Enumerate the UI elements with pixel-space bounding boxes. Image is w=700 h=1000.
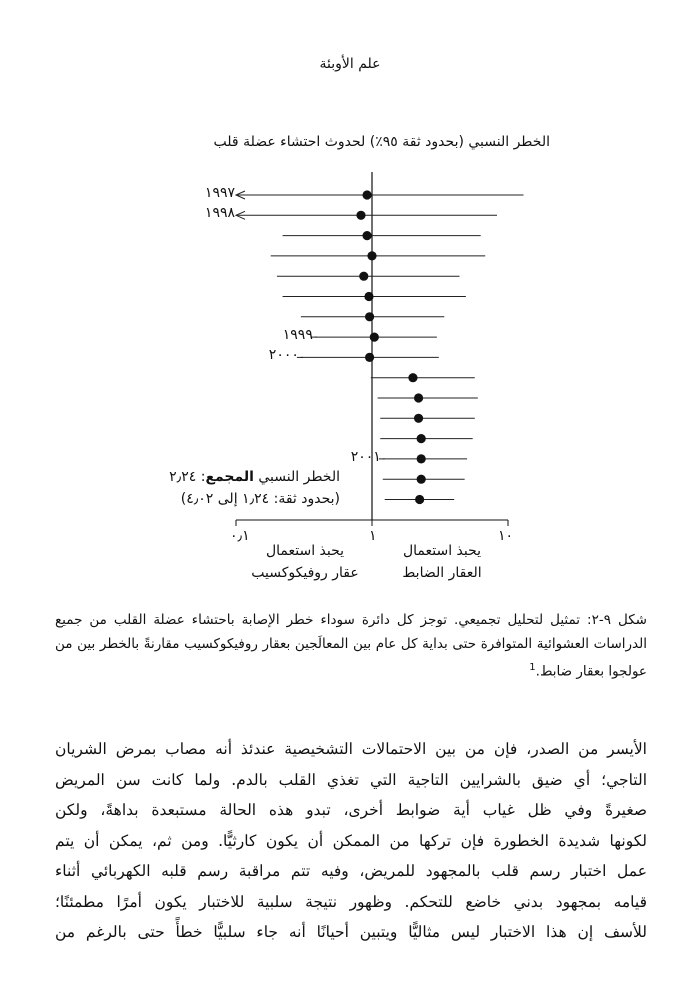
- year-label: ١٩٩٩: [282, 327, 313, 344]
- point-estimate: [365, 312, 374, 321]
- point-estimate: [359, 272, 368, 281]
- tick-label-0-1: ٠٫١: [230, 528, 250, 544]
- point-estimate: [365, 353, 374, 362]
- body-line: التاجي؛ أي ضيق بالشرايين التاجية التي تغذي القلب بالدم. ولما كانت سن المريض: [55, 770, 647, 789]
- point-estimate: [414, 414, 423, 423]
- point-estimate: [417, 454, 426, 463]
- point-estimate: [415, 495, 424, 504]
- point-estimate: [408, 373, 417, 382]
- point-estimate: [364, 292, 373, 301]
- pooled-estimate-label: [140, 466, 340, 510]
- year-label: ١٩٩٧: [204, 185, 235, 201]
- favours-control-line-1: يحبذ استعمال: [402, 543, 482, 559]
- body-line: عمل اختبار رسم قلب بالمجهود للمريض، وفيه تتم مراقبة رسم قلبه الكهربائي أثناء: [55, 862, 647, 880]
- point-estimate: [362, 231, 371, 240]
- favours-rofecoxib-label: [230, 540, 380, 584]
- chart-title: الخطر النسبي (بحدود ثقة ٩٥٪) لحدوث احتشاء عضلة قلب: [213, 134, 550, 150]
- body-line: الأيسر من الصدر، فإن من بين الاحتمالات التشخيصية عندئذ أنه مصاب بمرض الشريان: [55, 740, 647, 758]
- tick-label-1: ١: [369, 528, 377, 544]
- point-estimate: [417, 475, 426, 484]
- pooled-line-2: (بحدود ثقة: ١٫٢٤ إلى ٤٫٠٢): [180, 491, 340, 507]
- body-line: لكونها شديدة الخطورة فإن تركها من الممكن أن يكون كارثيًّا. ومن ثم، يمكن أن يتم: [55, 831, 647, 850]
- body-line: قيامه بمجهود بدني خاضع للتحكم. وظهور نتيجة سلبية للاختبار يكون أمرًا مطمئنًا؛: [55, 892, 647, 911]
- pooled-line-1: الخطر النسبي المجمع: ٢٫٢٤: [169, 469, 340, 485]
- caption-text: شكل ٩-٢: تمثيل لتحليل تجميعي. توجز كل دائرة سوداء خطر الإصابة باحتشاء عضلة القلب من جميع الدراسات العشوائية المتوافرة حتى بداية كل عام بين المعالَجين بعقار روفيكوكسيب مقارنةً بالخطر بين من عولجوا بعقار ضابط.: [55, 612, 647, 680]
- tick-label-10: ١٠: [498, 528, 514, 544]
- year-label: ٢٠٠٠: [268, 347, 299, 364]
- running-head: علم الأوبئة: [319, 56, 381, 72]
- body-line: للأسف إن هذا الاختبار ليس مثاليًّا ويتبين أحيانًا أنه جاء سلبيًّا خطأً حتى بالرغم من: [55, 923, 647, 941]
- favours-rofecoxib-line-2: عقار روفيكوكسيب: [251, 565, 359, 581]
- point-estimate: [414, 393, 423, 402]
- point-estimate: [367, 251, 376, 260]
- body-paragraph: [55, 734, 647, 948]
- point-estimate: [362, 190, 371, 199]
- year-label: ١٩٩٨: [204, 205, 235, 222]
- point-estimate: [417, 434, 426, 443]
- year-label: ٢٠٠١: [350, 448, 381, 465]
- favours-control-label: [367, 540, 517, 584]
- figure-caption: [55, 608, 647, 684]
- body-line: صغيرةً وفي ظل غياب أية ضوابط أخرى، تبدو هذه الحالة مستبعدة بداهةً، ولكن: [55, 801, 647, 819]
- point-estimate: [370, 333, 379, 342]
- caption-reference: 1: [529, 662, 536, 673]
- point-estimate: [356, 211, 365, 220]
- favours-rofecoxib-line-1: يحبذ استعمال: [265, 543, 345, 559]
- favours-control-line-2: العقار الضابط: [402, 565, 482, 581]
